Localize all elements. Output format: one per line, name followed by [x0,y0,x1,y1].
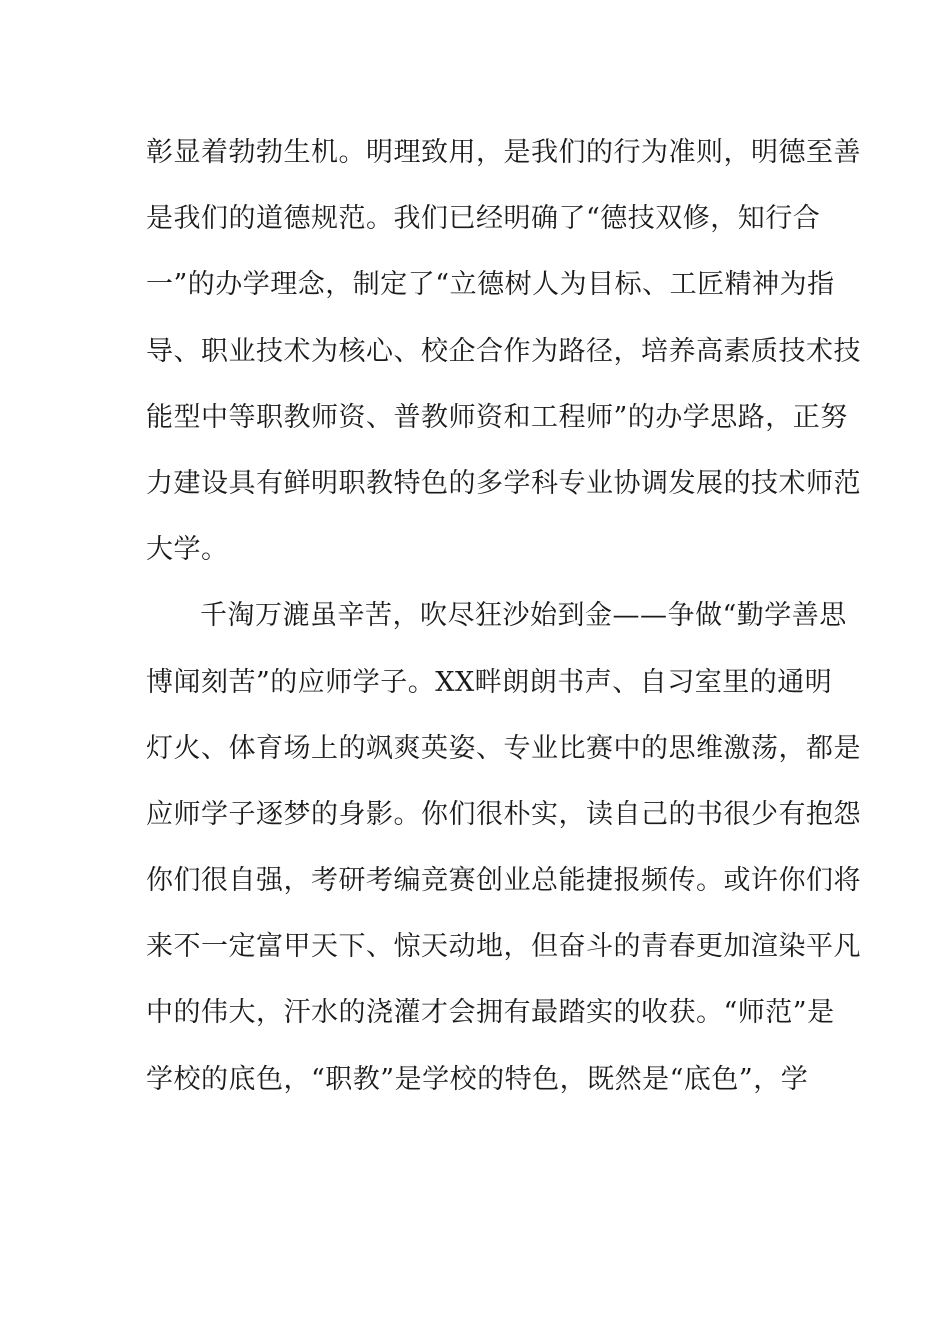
text-line-12: 你们很自强，考研考编竞赛创业总能捷报频传。或许你们将 [146,865,861,897]
text-line-2: 是我们的道德规范。我们已经明确了“德技双修，知行合 [146,203,821,235]
text-line-10: 灯火、体育场上的飒爽英姿、专业比赛中的思维激荡，都是 [146,732,861,764]
text-line-15: 学校的底色，“职教”是学校的特色，既然是“底色”，学 [146,1063,809,1095]
text-line-5: 能型中等职教师资、普教师资和工程师”的办学思路，正努 [146,401,848,433]
text-line-13: 来不一定富甲天下、惊天动地，但奋斗的青春更加渲染平凡 [146,931,861,963]
text-line-4: 导、职业技术为核心、校企合作为路径，培养高素质技术技 [146,335,861,367]
text-line-14: 中的伟大，汗水的浇灌才会拥有最踏实的收获。“师范”是 [146,997,835,1029]
text-line-3: 一”的办学理念，制定了“立德树人为目标、工匠精神为指 [146,269,835,301]
text-line-8: 千淘万漉虽辛苦，吹尽狂沙始到金——争做“勤学善思 [200,600,847,632]
text-line-6: 力建设具有鲜明职教特色的多学科专业协调发展的技术师范 [146,467,861,499]
text-line-1: 彰显着勃勃生机。明理致用，是我们的行为准则，明德至善 [146,137,861,168]
text-line-9: 博闻刻苦”的应师学子。XX畔朗朗书声、自习室里的通明 [146,666,833,698]
text-line-7: 大学。 [146,534,229,566]
text-line-11: 应师学子逐梦的身影。你们很朴实，读自己的书很少有抱怨 [146,798,861,830]
body-text [146,128,861,1121]
